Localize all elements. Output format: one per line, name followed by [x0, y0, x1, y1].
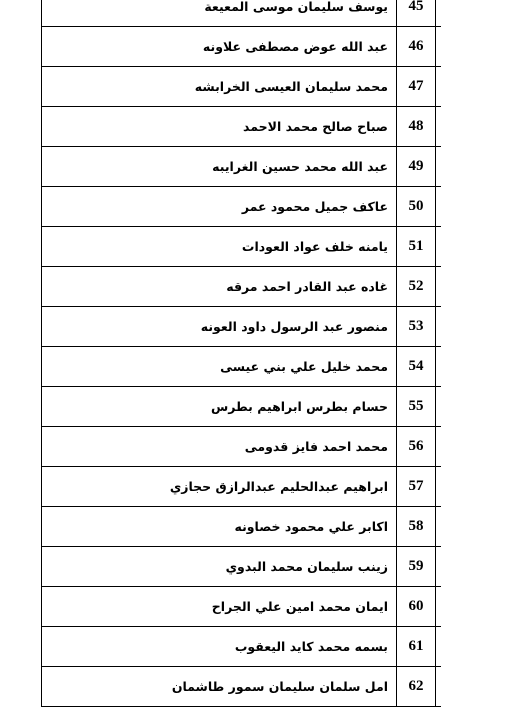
name-cell: منصور عبد الرسول داود العونه	[42, 307, 397, 347]
table-row	[42, 547, 442, 587]
table-edge-cell	[436, 67, 442, 107]
table-row	[42, 67, 442, 107]
table-edge-cell	[436, 467, 442, 507]
names-table	[41, 0, 441, 707]
name-cell: عاكف جميل محمود عمر	[42, 187, 397, 227]
row-number-cell: 60	[397, 587, 436, 627]
row-number-cell: 53	[397, 307, 436, 347]
table-row	[42, 107, 442, 147]
row-number-cell: 56	[397, 427, 436, 467]
row-number-cell: 59	[397, 547, 436, 587]
table-row	[42, 667, 442, 707]
name-cell: صباح صالح محمد الاحمد	[42, 107, 397, 147]
table-edge-cell	[436, 507, 442, 547]
table-edge-cell	[436, 267, 442, 307]
row-number-cell: 54	[397, 347, 436, 387]
table-edge-cell	[436, 307, 442, 347]
table-row	[42, 427, 442, 467]
table-row	[42, 627, 442, 667]
table-edge-cell	[436, 387, 442, 427]
table-edge-cell	[436, 667, 442, 707]
row-number-cell: 50	[397, 187, 436, 227]
row-number-cell: 57	[397, 467, 436, 507]
table-row	[42, 0, 442, 27]
row-number-cell: 61	[397, 627, 436, 667]
table-edge-cell	[436, 107, 442, 147]
name-cell: اكابر علي محمود خصاونه	[42, 507, 397, 547]
name-cell: عبد الله عوض مصطفى علاونه	[42, 27, 397, 67]
table-row	[42, 227, 442, 267]
names-table-body	[42, 0, 442, 707]
table-row	[42, 507, 442, 547]
table-edge-cell	[436, 227, 442, 267]
table-row	[42, 267, 442, 307]
row-number-cell: 58	[397, 507, 436, 547]
table-edge-cell	[436, 147, 442, 187]
table-edge-cell	[436, 0, 442, 27]
row-number-cell: 45	[397, 0, 436, 27]
table-edge-cell	[436, 27, 442, 67]
name-cell: غاده عبد القادر احمد مرقه	[42, 267, 397, 307]
table-edge-cell	[436, 427, 442, 467]
name-cell: محمد سليمان العيسى الخرابشه	[42, 67, 397, 107]
name-cell: يوسف سليمان موسى المعيعة	[42, 0, 397, 27]
name-cell: امل سلمان سليمان سمور طاشمان	[42, 667, 397, 707]
table-edge-cell	[436, 187, 442, 227]
row-number-cell: 47	[397, 67, 436, 107]
row-number-cell: 52	[397, 267, 436, 307]
row-number-cell: 46	[397, 27, 436, 67]
name-cell: محمد خليل علي بني عيسى	[42, 347, 397, 387]
table-row	[42, 307, 442, 347]
name-cell: زينب سليمان محمد البدوي	[42, 547, 397, 587]
table-row	[42, 187, 442, 227]
table-row	[42, 587, 442, 627]
name-cell: ايمان محمد امين علي الجراح	[42, 587, 397, 627]
name-cell: يامنه خلف عواد العودات	[42, 227, 397, 267]
table-edge-cell	[436, 547, 442, 587]
table-row	[42, 387, 442, 427]
table-edge-cell	[436, 627, 442, 667]
name-cell: حسام بطرس ابراهيم بطرس	[42, 387, 397, 427]
table-row	[42, 347, 442, 387]
name-cell: محمد احمد فايز قدومى	[42, 427, 397, 467]
row-number-cell: 51	[397, 227, 436, 267]
row-number-cell: 49	[397, 147, 436, 187]
table-row	[42, 147, 442, 187]
row-number-cell: 62	[397, 667, 436, 707]
table-edge-cell	[436, 587, 442, 627]
row-number-cell: 55	[397, 387, 436, 427]
name-cell: بسمه محمد كايد اليعقوب	[42, 627, 397, 667]
table-row	[42, 467, 442, 507]
table-row	[42, 27, 442, 67]
table-edge-cell	[436, 347, 442, 387]
row-number-cell: 48	[397, 107, 436, 147]
name-cell: ابراهيم عبدالحليم عبدالرازق حجازي	[42, 467, 397, 507]
name-cell: عبد الله محمد حسين الغرايبه	[42, 147, 397, 187]
